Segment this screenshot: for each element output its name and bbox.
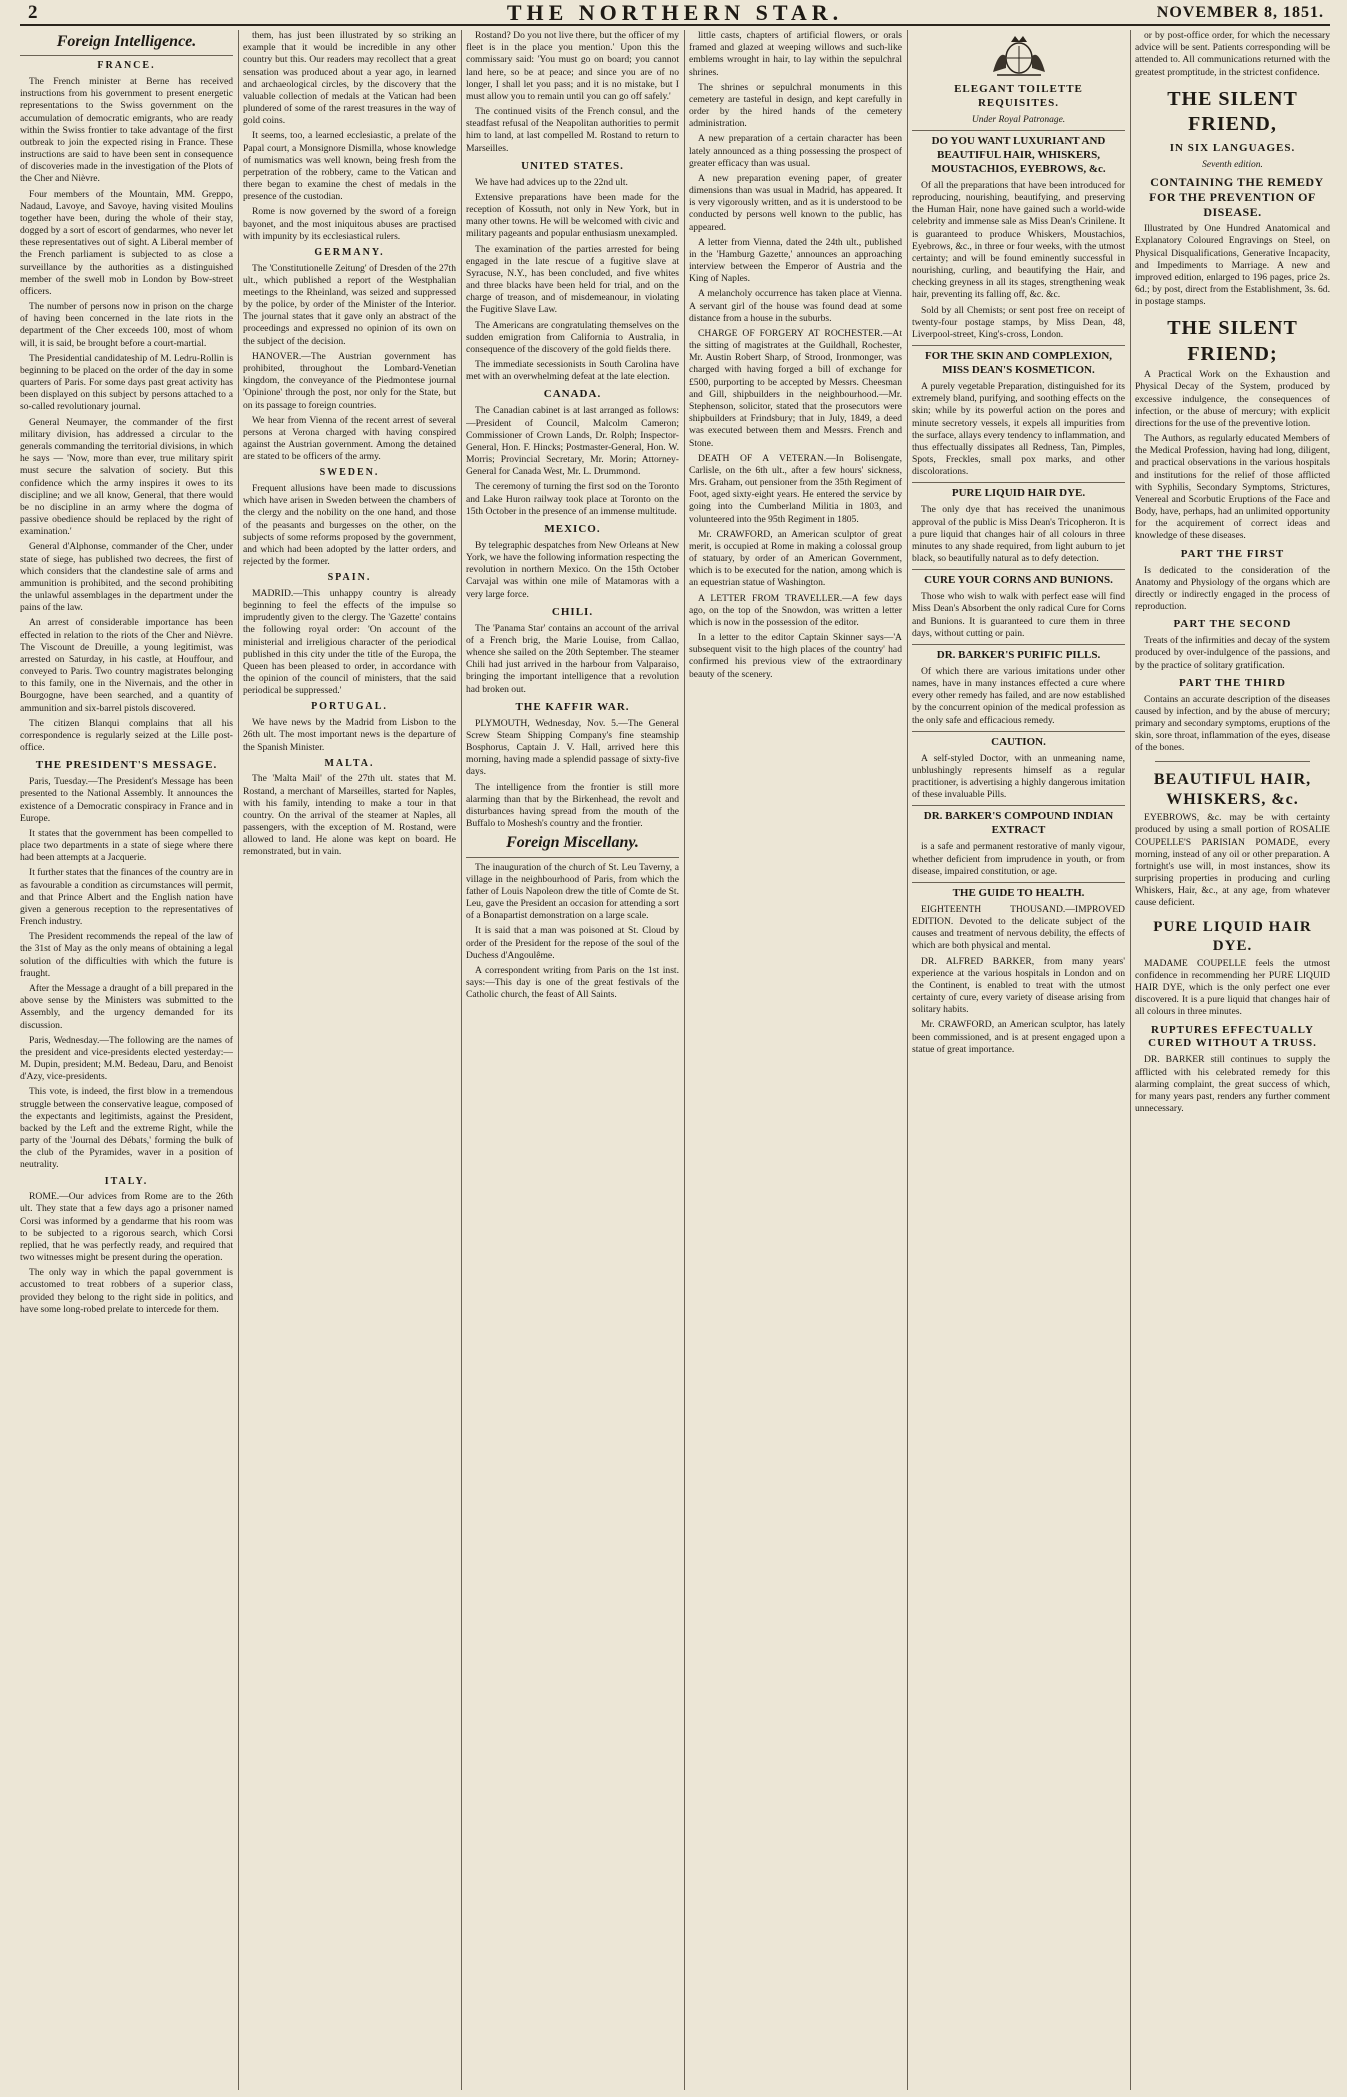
ad-body: Those who wish to walk with perfect ease will find Miss Dean's Absorbent the only radical Cure for Corns and Bunions. It is guaranteed to cure them in three days, without cutting or pain. bbox=[912, 591, 1125, 639]
article-paragraph: The ceremony of turning the first sod on the Toronto and Lake Huron railway took place at Toronto on the 15th October in the presence of an immense multitude. bbox=[466, 481, 679, 517]
article-paragraph: General Neumayer, the commander of the first military division, has addressed a circular to the generals commanding the territorial divisions, in which he says — 'Now, more than ever, true military spirit must secure the salvation of society. But this confidence which the army inspires it owes to its discipline; and we all know, General, that there would be no discipline in an army where the dogma of passive obedience should be replaced by the right of examination.' bbox=[20, 416, 233, 538]
ad-title: CURE YOUR CORNS AND BUNIONS. bbox=[924, 574, 1113, 587]
ad-title: CAUTION. bbox=[991, 735, 1046, 748]
article-paragraph: Rome is now governed by the sword of a foreign bayonet, and the most iniquitous abuses are practised with impunity by its ecclesiastical rulers. bbox=[243, 206, 456, 242]
column-1 bbox=[20, 30, 233, 2090]
masthead bbox=[20, 0, 1330, 26]
article-paragraph: Extensive preparations have been made for the reception of Kossuth, not only in New York, but in many other towns. He will be welcomed with civic and military pageants and popular enthusiasm unexampled. bbox=[466, 191, 679, 240]
royal-crest-icon bbox=[989, 32, 1049, 78]
article-paragraph: After the Message a draught of a bill prepared in the above sense by the Ministers was submitted to the Assembly, and the urgency demanded for its discussion. bbox=[20, 983, 233, 1031]
ad-body: DR. ALFRED BARKER, from many years' experience at the various hospitals in London and on the Continent, is enabled to treat with the utmost certainty of cure, every variety of disease arising from solitary habits. bbox=[912, 955, 1125, 1016]
article-paragraph: The number of persons now in prison on the charge of having been concerned in the late riots in the department of the Cher exceeds 100, most of whom will, it is said, be brought before a court-martial. bbox=[20, 301, 233, 349]
ad-subheading: Under Royal Patronage. bbox=[971, 114, 1066, 125]
ad-indian-extract bbox=[912, 805, 1125, 877]
article-paragraph: The Canadian cabinet is at last arranged as follows:—President of Council, Malcolm Cameron; Commissioner of Crown Lands, Dr. Rolph; Inspector-General, Hon. F. Hincks; Postmaster-General, Hon. W. Morris; Provincial Secretary, Mr. Morin; Attorney-General for Canada West, Mr. L. Drummond. bbox=[466, 405, 679, 478]
article-paragraph: In a letter to the editor Captain Skinner says—'A subsequent visit to the high places of the country' had confirmed his previous view of the extraordinary beauty of the scenery. bbox=[689, 632, 902, 680]
ad-body: A self-styled Doctor, with an unmeaning name, unblushingly represents himself as a regular practitioner, is advertising a highly dangerous imitation of these invaluable Pills. bbox=[912, 752, 1125, 801]
article-paragraph: The 'Panama Star' contains an account of the arrival of a French brig, the Marie Louise, from Callao, whence she sailed on the 20th September. The steamer Chili had just arrived in the harbour from Valparaiso, bringing the important intelligence that a revolution had broken out. bbox=[466, 622, 679, 695]
ad-title: THE GUIDE TO HEALTH. bbox=[952, 886, 1085, 899]
ad-caution bbox=[912, 731, 1125, 802]
ad-complexion bbox=[912, 345, 1125, 478]
dateline-sweden: SWEDEN. bbox=[319, 467, 380, 479]
article-paragraph: The continued visits of the French consul, and the steadfast refusal of the Neapolitan authorities to permit him to land, at last compelled M. Rostand to return to Marseilles. bbox=[466, 106, 679, 154]
article-paragraph: little casts, chapters of artificial flowers, or orals framed and glazed at weeping willows and such-like emblems wrought in hair, to lay within the sepulchral shrines. bbox=[689, 30, 902, 78]
article-paragraph: We hear from Vienna of the recent arrest of several persons at Verona charged with having conspired against the Austrian government. Among the detained are stated to be officers of the army. bbox=[243, 414, 456, 463]
article-paragraph: PLYMOUTH, Wednesday, Nov. 5.—The General Screw Steam Shipping Company's fine steamship Bosphorus, Captain J. V. Hall, arrived here this morning, having made a splendid passage of sixty-five days. bbox=[466, 717, 679, 778]
ad-body: Of which there are various imitations under other names, have in many instances effected a cure where every other remedy has failed, and are now established by the concurrent opinion of the medical profession as the only safe and efficacious remedy. bbox=[912, 665, 1125, 726]
subheading-united-states: UNITED STATES. bbox=[521, 159, 624, 172]
article-paragraph: Paris, Wednesday.—The following are the names of the president and vice-presidents elected yesterday:— M. Dupin, president; M.M. Bedeau, Daru, and Benoist d'Azy, vice-presidents. bbox=[20, 1034, 233, 1083]
ad-part-heading: PART THE SECOND bbox=[1173, 618, 1292, 631]
column-rule bbox=[238, 30, 239, 2090]
ad-title: FOR THE SKIN AND COMPLEXION, MISS DEAN'S KOSMETICON. bbox=[924, 350, 1113, 377]
ad-heading-pure-liquid-hair-dye: PURE LIQUID HAIR DYE. bbox=[1153, 918, 1312, 954]
article-paragraph: The French minister at Berne has received instructions from his government to present energetic representations to the Swiss government on the accumulation of democratic emigrants, who are ready within the Swiss frontier to take advantage of the first outbreak to join the expected rising in France. These instructions are said to have been sent in consequence of discoveries made in the investigation of the Plots of the Cher and Nièvre. bbox=[20, 76, 233, 185]
ad-body: Mr. CRAWFORD, an American sculptor, has lately been commissioned, and is at present engaged upon a statue of great importance. bbox=[912, 1019, 1125, 1055]
ad-body: The only dye that has received the unanimous approval of the public is Miss Dean's Tricopheron. It is a pure liquid that changes hair of all colours in three minutes to any shade required, from light auburn to jet black, so beautifully natural as to defy detection. bbox=[912, 504, 1125, 565]
subheading-mexico: MEXICO. bbox=[544, 522, 601, 535]
column-2 bbox=[243, 30, 456, 2090]
ad-part-heading: PART THE FIRST bbox=[1180, 547, 1285, 560]
ad-hair-dye bbox=[912, 482, 1125, 565]
ad-body: Is dedicated to the consideration of the Anatomy and Physiology of the organs which are directly or indirectly engaged in the process of reproduction. bbox=[1135, 564, 1330, 613]
article-paragraph: The President recommends the repeal of the law of the 31st of May as the only means of obtaining a legal solution of the difficulties with which the future is fraught. bbox=[20, 931, 233, 979]
ad-body: Treats of the infirmities and decay of the system produced by over-indulgence of the passions, and by the practice of solitary gratification. bbox=[1135, 635, 1330, 671]
article-paragraph: By telegraphic despatches from New Orleans at New York, we have the following information respecting the revolution in northern Mexico. On the 15th October Carvajal was within one mile of Matamoras with a very large force. bbox=[466, 539, 679, 600]
ad-purific-pills bbox=[912, 644, 1125, 727]
ad-title: PURE LIQUID HAIR DYE. bbox=[951, 487, 1086, 500]
column-3 bbox=[466, 30, 679, 2090]
ad-body: The Authors, as regularly educated Members of the Medical Profession, having had long, diligent, and practical observations in the various hospitals and institutions for the relief of those afflicted with Syphilis, Secondary Symptoms, Strictures, Venereal and Scorbutic Eruptions of the Face and Body, have, perhaps, had an unlimited opportunity for the acquirement of correct ideas and knowledge of these diseases. bbox=[1135, 433, 1330, 542]
ad-body: DR. BARKER still continues to supply the afflicted with his celebrated remedy for this alarming complaint, the great success of which, for many years past, renders any further comment unnecessary. bbox=[1135, 1054, 1330, 1115]
ad-subheading: IN SIX LANGUAGES. bbox=[1169, 142, 1296, 155]
ad-body: A Practical Work on the Exhaustion and Physical Decay of the System, produced by excessive indulgence, the consequences of infection, or the abuse of mercury; with explicit directions for the use of the preventive lotion. bbox=[1135, 369, 1330, 429]
ad-subheading: CONTAINING THE REMEDY FOR THE PREVENTION OF DISEASE. bbox=[1149, 174, 1324, 219]
ad-body: Illustrated by One Hundred Anatomical and Explanatory Coloured Engravings on Steel, on Physical Disqualifications, Generative Incapacity, and Impediments to Marriage. A new and improved edition, enlarged to 196 pages, price 2s. 6d.; by post, direct from the Establishment, 3s. 6d. in postage stamps. bbox=[1135, 223, 1330, 308]
dateline-portugal: PORTUGAL. bbox=[311, 701, 388, 713]
ad-heading-beautiful-hair: BEAUTIFUL HAIR, WHISKERS, &c. bbox=[1153, 770, 1312, 808]
article-paragraph: An arrest of considerable importance has been effected in relation to the riots of the Cher and Nièvre. The Viscount de Dreuille, a young legitimist, was arrested on Saturday, in his castle, at Houffour, and conveyed to Paris. Two country magistrates belonging to this family, one in the Nivernais, and the other in Bourgogne, have been searched, and a quantity of ammunition and six-barrel pistols discovered. bbox=[20, 617, 233, 714]
divider bbox=[1155, 761, 1310, 762]
ad-heading-ruptures: RUPTURES EFFECTUALLY CURED WITHOUT A TRUSS. bbox=[1148, 1023, 1317, 1050]
article-paragraph: The only way in which the papal government is accustomed to treat robbers of a superior class, provided they belong to the right side in politics, and have some long-robed prelate to intercede for them. bbox=[20, 1267, 233, 1315]
article-paragraph: A new preparation evening paper, of greater dimensions than was usual in Madrid, has appeared. It is very vigorously written, and as it is understood to be conducted by persons well known to the public, has appeared. bbox=[689, 172, 902, 233]
article-paragraph: It further states that the finances of the country are in as favourable a condition as circumstances will permit, and that Prince Albert and the English nation have given a generous reception to the representatives of French industry. bbox=[20, 867, 233, 928]
article-paragraph: The Presidential candidateship of M. Ledru-Rollin is beginning to be placed on the order of the day in some quarters of Paris. For some days past great activity has been displayed on this subject by persons attached to a so-called revolutionary journal. bbox=[20, 352, 233, 413]
section-heading-foreign-intelligence: Foreign Intelligence. bbox=[20, 32, 233, 56]
article-paragraph: The 'Malta Mail' of the 27th ult. states that M. Rostand, a merchant of Marseilles, started for Naples, with his family, intending to make a tour in that country. On the arrival of the steamer at Naples, all passengers, with the exception of M. Rostand, were allowed to land. He alone was kept on board. He remonstrated, but in vain. bbox=[243, 773, 456, 858]
dateline-france: FRANCE. bbox=[97, 60, 156, 72]
dateline-germany: GERMANY. bbox=[314, 246, 385, 258]
column-rule bbox=[461, 30, 462, 2090]
article-paragraph: It states that the government has been compelled to place two departments in a state of siege where there had been attempts at a Jacquerie. bbox=[20, 827, 233, 864]
newspaper-title: THE NORTHERN STAR. bbox=[506, 0, 844, 25]
ad-body: A purely vegetable Preparation, distinguished for its extremely bland, purifying, and soothing effects on the skin; while by its powerful action on the pores and minute secretory vessels, it expels all impurities from the surface, allays every tendency to inflammation, and thus effectually dissipates all Redness, Tan, Pimples, Spots, Freckles, small pox marks, and other discolorations. bbox=[912, 381, 1125, 478]
article-paragraph: A letter from Vienna, dated the 24th ult., published in the 'Hamburg Gazette,' announces an approaching interview between the Emperor of Austria and the King of Naples. bbox=[689, 236, 902, 285]
page-number: 2 bbox=[28, 2, 38, 23]
ad-heading-silent-friend-2: THE SILENT FRIEND; bbox=[1167, 317, 1298, 365]
article-paragraph: A new preparation of a certain character has been lately announced as a thing possessing the prospect of greater efficacy than was usual. bbox=[689, 133, 902, 169]
article-paragraph: We have had advices up to the 22nd ult. bbox=[475, 176, 628, 188]
dateline-spain: SPAIN. bbox=[327, 572, 372, 584]
article-paragraph: Rostand? Do you not live there, but the officer of my fleet is in the place you mention.' Upon this the commissary said: 'You must go on board; you cannot land here, so be at peace; and since you are of no longer, I shall let you pass; and it is no mistake, but I must allow you to remain until you can go off safely.' bbox=[466, 30, 679, 102]
dateline-italy: ITALY. bbox=[104, 1175, 149, 1187]
subheading-presidents-message: THE PRESIDENT'S MESSAGE. bbox=[35, 759, 218, 772]
column-5-advertisements bbox=[912, 30, 1125, 2090]
ad-heading-silent-friend: THE SILENT FRIEND, bbox=[1167, 87, 1298, 136]
article-paragraph: DEATH OF A VETERAN.—In Bolisengate, Carlisle, on the 6th ult., after a few hours' sickness, Mrs. Graham, out pensioner from the 35th Regiment of Foot, aged sixty-eight years. He entered the service by going into the Cumberland Militia in 1803, and volunteered into the 95th Regiment in 1805. bbox=[689, 452, 902, 525]
article-paragraph: General d'Alphonse, commander of the Cher, under state of siege, has published two decrees, the first of which considers that the clandestine sale of arms and ammunition is prohibited, and the second prohibiting the unlawful assemblages in the department under the pains of the law. bbox=[20, 541, 233, 614]
ad-body: Sold by all Chemists; or sent post free on receipt of twenty-four postage stamps, by Miss Dean, 48, Liverpool-street, King's-cross, London. bbox=[912, 304, 1125, 340]
section-heading-foreign-miscellany: Foreign Miscellany. bbox=[466, 833, 679, 857]
article-paragraph: The Americans are congratulating themselves on the sudden emigration from California to Australia, in consequence of the discovery of the gold fields there. bbox=[466, 319, 679, 355]
subheading-kaffir-war: THE KAFFIR WAR. bbox=[515, 700, 630, 713]
dateline-malta: MALTA. bbox=[324, 757, 375, 769]
ad-body: Contains an accurate description of the diseases caused by infection, and by the abuse of mercury; primary and secondary symptoms, eruptions of the skin, sore throat, inflammation of the eyes, disease of the bones. bbox=[1135, 693, 1330, 754]
ad-body: is a safe and permanent restorative of manly vigour, whether deficient from imprudence in youth, or from disease, impaired constitution, or age. bbox=[912, 841, 1125, 877]
article-paragraph: HANOVER.—The Austrian government has prohibited, throughout the Lombard-Venetian kingdom, the conveyance of the Piedmontese journal 'Opinione' through the post, nor only for the State, but on its passage to foreign countries. bbox=[243, 350, 456, 411]
article-paragraph: A correspondent writing from Paris on the 1st inst. says:—This day is one of the great festivals of the Catholic church, the feast of All Saints. bbox=[466, 964, 679, 1001]
article-paragraph: It seems, too, a learned ecclesiastic, a prelate of the Papal court, a Monsignore Dismilla, whose knowledge of numismatics was well known, being fresh from the perpetration of the robbery, came to the Vatican and there began to examine the chest of medals in the presence of the custodian. bbox=[243, 130, 456, 203]
column-4 bbox=[689, 30, 902, 2090]
article-paragraph: The shrines or sepulchral monuments in this cemetery are tasteful in design, and kept carefully in order by the hired hands of the cemetery administration. bbox=[689, 81, 902, 130]
ad-body: EIGHTEENTH THOUSAND.—IMPROVED EDITION. Devoted to the delicate subject of the causes and treatment of nervous debility, the effects of which are both physical and mental. bbox=[912, 903, 1125, 952]
issue-date: NOVEMBER 8, 1851. bbox=[1156, 4, 1324, 21]
article-paragraph: This vote, is indeed, the first blow in a tremendous struggle between the conservative league, composed of the expectants and legitimists, against the President, backed by the Left and the extreme Right, while the party of the 'Journal des Débats,' forming the bulk of the club of the Pyramides, waver in a position of neutrality. bbox=[20, 1086, 233, 1171]
ad-subheading: Seventh edition. bbox=[1202, 160, 1263, 171]
article-paragraph: It is said that a man was poisoned at St. Cloud by order of the President for the repose of the soul of the Duchess d'Angoulême. bbox=[466, 925, 679, 961]
subheading-chili: CHILI. bbox=[551, 605, 594, 618]
article-paragraph: CHARGE OF FORGERY AT ROCHESTER.—At the sitting of magistrates at the Guildhall, Rochester, Mr. Austin Robert Sharp, of Strood, Ironmonger, was charged with having forged a bill of exchange for £500, purporting to be accepted by Messrs. Cheesman and Gill, shipbuilders in the neighbourhood.—Mr. Stephenson, solicitor, stated that the prosecutors were shipbuilders at Frindsbury; that in July, 1849, a deed was executed between them and Messrs. French and Stone. bbox=[689, 327, 902, 449]
column-rule bbox=[684, 30, 685, 2090]
column-rule bbox=[907, 30, 908, 2090]
ad-title: DR. BARKER'S PURIFIC PILLS. bbox=[936, 648, 1101, 661]
ad-title: DR. BARKER'S COMPOUND INDIAN EXTRACT bbox=[923, 810, 1114, 837]
article-paragraph: The examination of the parties arrested for being engaged in the late rescue of a fugitive slave at Syracuse, N.Y., has been concluded, and five whites and three blacks have been held for trial, and on the charge of treason, and of misdemeanour, in violating the Fugitive Slave Law. bbox=[466, 243, 679, 316]
article-paragraph: ROME.—Our advices from Rome are to the 26th ult. They state that a few days ago a prisoner named Corsi was informed by a gendarme that his room was to be subjected to a rigorous search, which Corsi replied, that he was perfectly ready, and required that two witnesses might be present during the operation. bbox=[20, 1191, 233, 1264]
article-paragraph: We have news by the Madrid from Lisbon to the 26th ult. The most important news is the departure of the Spanish Minister. bbox=[243, 717, 456, 753]
ad-body: MADAME COUPELLE feels the utmost confidence in recommending her PURE LIQUID HAIR DYE, which is the only perfect one ever discovered. It is a pure liquid that changes hair of all colours in three minutes. bbox=[1135, 957, 1330, 1018]
ad-body: Of all the preparations that have been introduced for reproducing, nourishing, beautifying, and preserving the Human Hair, none have gained such a world-wide celebrity and immense sale as Miss Dean's Crinilene. It is guaranteed to produce Whiskers, Moustachios, Eyebrows, &c., in three or four weeks, with the utmost certainty; and will be found eminently successful in nourishing, curling, and beautifying the Hair, and checking greyness in all its stages, strengthening weak hair, preventing its falling off, &c. &c. bbox=[912, 179, 1125, 301]
ad-part-heading: PART THE THIRD bbox=[1179, 676, 1286, 689]
article-paragraph: MADRID.—This unhappy country is already beginning to feel the effects of the impulse so imprudently given to the clergy. The 'Gazette' contains the following royal order: 'On account of the ministerial and irreligious character of the periodical published in this city under the title of the Europa, the Queen has been pleased to order, in accordance with the opinion of the council of ministers, that the said periodical be suppressed.' bbox=[243, 587, 456, 697]
article-paragraph: The 'Constitutionelle Zeitung' of Dresden of the 27th ult., which published a report of the Westphalian meetings to the Rheinland, was seized and suppressed by the police, by order of the Minister of the Interior. The journal states that it gave only an abstract of the proceedings and expressed no opinion of its own on the subject of the decision. bbox=[243, 262, 456, 347]
column-rule bbox=[1130, 30, 1131, 2090]
article-paragraph: The inauguration of the church of St. Leu Taverny, a village in the neighbourhood of Paris, from which the father of Louis Napoleon drew the title of Comte de St. Leu, gave the President an occasion for attending a sort of a Bonapartist demonstration on a large scale. bbox=[466, 861, 679, 922]
article-paragraph: A LETTER FROM TRAVELLER.—A few days ago, on the top of the Snowdon, was written a letter which is now in the possession of the editor. bbox=[689, 592, 902, 628]
article-paragraph: The citizen Blanqui complains that all his correspondence is regularly seized at the Lille post-office. bbox=[20, 717, 233, 754]
subheading-canada: CANADA. bbox=[543, 388, 602, 401]
ad-body: or by post-office order, for which the necessary advice will be sent. Patients corresponding will be attended to. All communications returned with the greatest promptitude, in the strictest confidence. bbox=[1135, 30, 1330, 78]
column-6-advertisements bbox=[1135, 30, 1330, 2090]
article-paragraph: Four members of the Mountain, MM. Greppo, Nadaud, Lavoye, and Savoye, having visited Moulins together have been, during the whole of their stay, dogged by a sort of escort of gendarmes, who never let these representatives out of sight. A Liberal member of the French parliament is subjected to as close a surveillance by the authorities as a distinguished member of the swell mob in London by Bow-street officers. bbox=[20, 188, 233, 297]
ad-heading-toilette: ELEGANT TOILETTE REQUISITES. bbox=[954, 83, 1083, 109]
article-paragraph: A melancholy occurrence has taken place at Vienna. A servant girl of the house was found dead at some distance from a house in the suburbs. bbox=[689, 288, 902, 324]
ad-hair-restorer bbox=[912, 130, 1125, 341]
article-paragraph: The immediate secessionists in South Carolina have met with an overwhelming defeat at the late election. bbox=[466, 359, 679, 383]
ad-body: EYEBROWS, &c. may be with certainty produced by using a small portion of ROSALIE COUPELLE'S PARISIAN POMADE, every morning, instead of any oil or other preparation. A fortnight's use will, in most instances, show its surprising properties in producing and curling Whiskers, Hair, &c., at any age, from whatever cause deficient. bbox=[1135, 812, 1330, 909]
article-paragraph: Mr. CRAWFORD, an American sculptor of great merit, is occupied at Rome in making a colossal group of statuary, by order of an American Government, which is to be executed for the nation, among which is an equestrian statue of Washington. bbox=[689, 528, 902, 589]
article-paragraph: Frequent allusions have been made to discussions which have arisen in Sweden between the chambers of the clergy and the nobility on the one hand, and those of the peasants and burgesses on the other, on the subjects of some reforms proposed by the government, and which had been adopted by the latter orders, and rejected by the former. bbox=[243, 483, 456, 568]
ad-corns bbox=[912, 569, 1125, 640]
article-paragraph: The intelligence from the frontier is still more alarming than that by the Birkenhead, the revolt and disturbances having spread from the mouth of the Buffalo to Moshesh's country and the frontier. bbox=[466, 781, 679, 830]
article-paragraph: them, has just been illustrated by so striking an example that it would be incredible in any other country but this. Our readers may recollect that a great sensation was produced about a year ago, in learned and archaeological circles, by the discovery that the valuable collection of medals at the Vatican had been plundered of some of the rarest treasures in the way of gold coins. bbox=[243, 30, 456, 127]
article-paragraph: Paris, Tuesday.—The President's Message has been presented to the National Assembly. It announces the existence of a Democratic conspiracy in France and in Europe. bbox=[20, 776, 233, 824]
ad-guide-to-health bbox=[912, 882, 1125, 1056]
ad-title: DO YOU WANT LUXURIANT AND BEAUTIFUL HAIR, WHISKERS, MOUSTACHIOS, EYEBROWS, &c. bbox=[931, 135, 1106, 175]
